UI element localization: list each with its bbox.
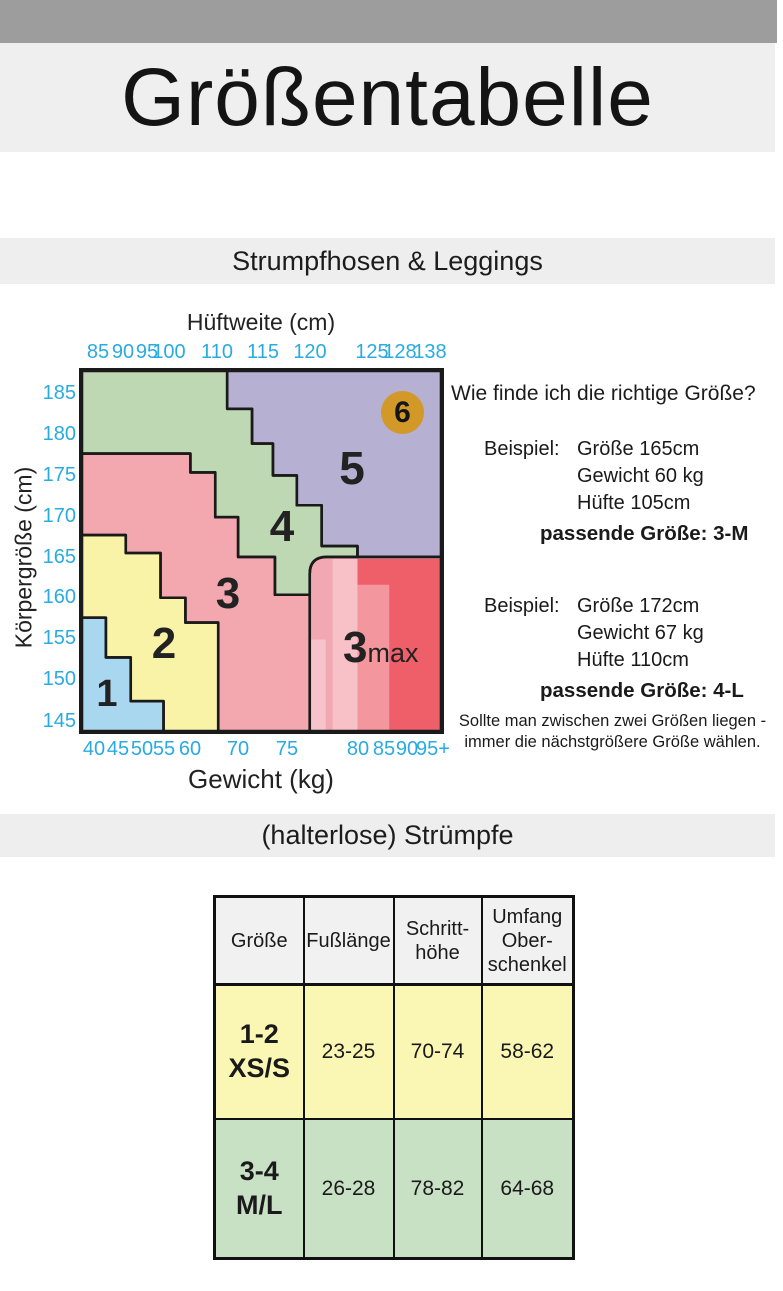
size-6-badge-number: 6 [394,395,411,429]
weight-tick: 70 [226,738,250,760]
weight-tick: 90 [395,738,419,760]
table-header-row [215,897,574,985]
height-tick: 165 [42,546,76,568]
col-header-size: Größe [215,897,304,985]
weight-tick: 60 [178,738,202,760]
weight-tick: 50 [130,738,154,760]
weight-tick: 75 [275,738,299,760]
size-6-badge [381,391,424,434]
body-height-axis-title: Körpergröße (cm) [10,466,37,649]
example-1-line: Hüfte 105cm [577,492,691,514]
example-1-result: passende Größe: 3-M [540,522,749,545]
guide-heading: Wie finde ich die richtige Größe? [451,382,756,405]
example-2-label: Beispiel: [484,595,560,617]
zone-label-2: 2 [151,619,177,668]
hip-tick: 138 [413,341,447,363]
zone-label-3max-number: 3 [343,623,368,672]
table-row-m-l [215,1119,574,1259]
height-tick: 150 [42,668,76,690]
zone-label-3: 3 [215,569,241,618]
hip-tick: 110 [201,341,233,363]
stockings-size-table [213,895,575,1260]
weight-tick: 55 [152,738,176,760]
example-1-line: Gewicht 60 kg [577,465,704,487]
height-tick: 170 [42,505,76,527]
hip-tick: 100 [152,341,186,363]
weight-axis-title: Gewicht (kg) [188,764,334,794]
col-header-foot-length: Fußlänge [304,897,394,985]
zone-label-3max-suffix: max [367,638,419,668]
example-1-line: Größe 165cm [577,438,700,460]
size-note-line-1: Sollte man zwischen zwei Größen liegen - [458,712,767,730]
stockings-banner-label: (halterlose) Strümpfe [261,820,514,850]
stockings-section-banner [0,814,775,857]
height-tick: 145 [42,710,76,732]
hip-tick: 90 [111,341,135,363]
example-1-label: Beispiel: [484,438,560,460]
zone-label-1: 1 [96,673,118,715]
weight-tick: 80 [346,738,370,760]
tights-banner-label: Strumpfhosen & Leggings [232,245,543,276]
hip-tick: 95 [135,341,159,363]
height-tick: 160 [42,586,76,608]
top-gray-bar [0,0,777,43]
title-band [0,43,775,152]
height-tick: 155 [42,627,76,649]
zone-label-5: 5 [339,442,365,494]
example-2-line: Hüfte 110cm [577,649,689,671]
hip-width-axis-title: Hüftweite (cm) [186,309,336,335]
col-header-thigh-circumference: Umfang Ober- schenkel [482,897,574,985]
hip-tick: 128 [383,341,417,363]
thigh-circumference-value: 58-62 [482,985,574,1120]
example-2-result: passende Größe: 4-L [540,679,744,702]
height-tick: 185 [42,382,76,404]
size-cell: 1-2 XS/S [215,985,304,1120]
hip-tick: 85 [86,341,110,363]
crotch-height-value: 70-74 [394,985,482,1120]
page-title: Größentabelle [121,51,654,143]
hip-tick: 120 [293,341,327,363]
weight-tick: 95+ [416,738,450,760]
weight-tick: 40 [82,738,106,760]
thigh-circumference-value: 64-68 [482,1119,574,1259]
tights-section-banner [0,238,775,284]
weight-tick: 85 [372,738,396,760]
height-tick: 180 [42,423,76,445]
weight-tick: 45 [106,738,130,760]
foot-length-value: 23-25 [304,985,394,1120]
example-2-line: Größe 172cm [577,595,700,617]
example-2-line: Gewicht 67 kg [577,622,704,644]
hip-tick: 115 [247,341,279,363]
col-header-crotch-height: Schritt- höhe [394,897,482,985]
hip-tick: 125 [355,341,389,363]
table-row-xs-s [215,985,574,1120]
foot-length-value: 26-28 [304,1119,394,1259]
crotch-height-value: 78-82 [394,1119,482,1259]
zone-label-3max [343,623,419,672]
zone-label-4: 4 [269,502,295,551]
size-note-line-2: immer die nächstgrößere Größe wählen. [464,733,761,751]
size-cell: 3-4 M/L [215,1119,304,1259]
height-tick: 175 [42,464,76,486]
